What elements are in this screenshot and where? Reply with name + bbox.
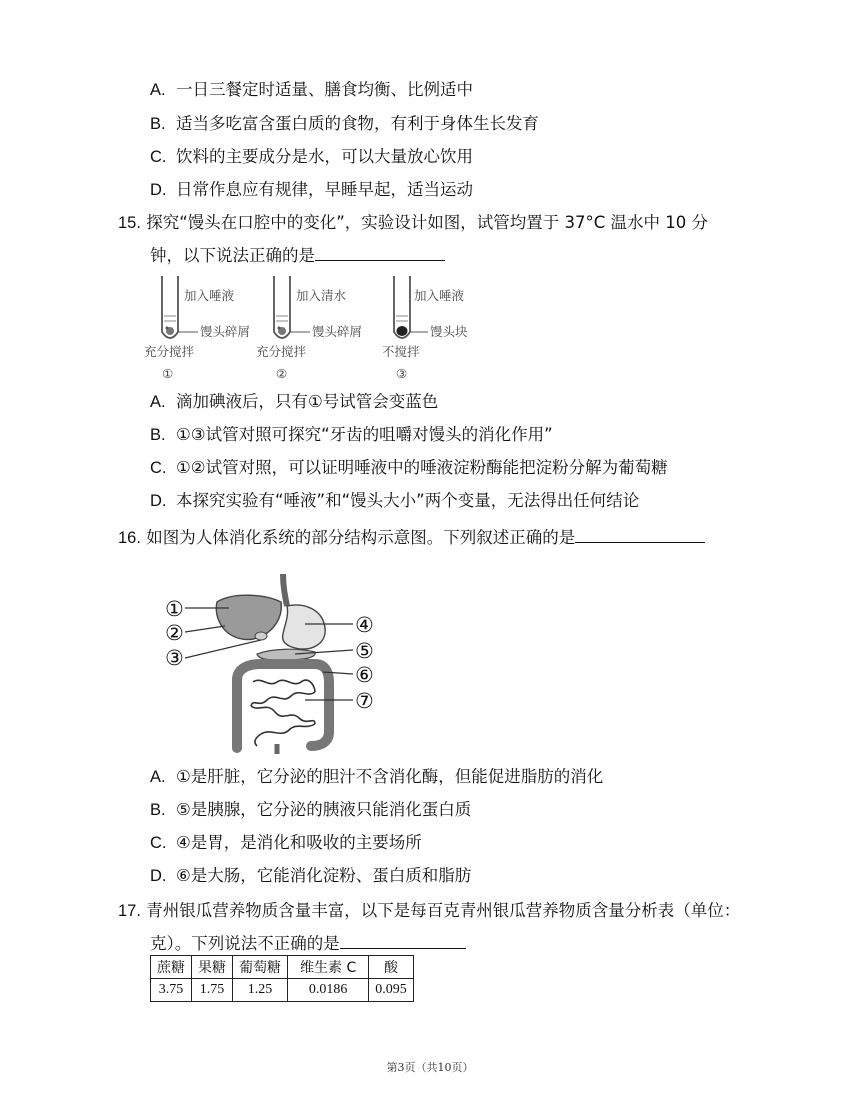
table-cell: 0.0186 <box>288 979 369 1002</box>
table-cell: 0.095 <box>369 979 414 1002</box>
label-1: ① <box>165 597 184 621</box>
q15-option-c: C. ①②试管对照，可以证明唾液中的唾液淀粉酶能把淀粉分解为葡萄糖 <box>150 458 668 477</box>
page-footer: 第3页（共10页） <box>386 1061 474 1074</box>
q17-stem-line1: 17. 青州银瓜营养物质含量丰富，以下是每百克青州银瓜营养物质含量分析表（单位： <box>118 901 741 920</box>
q14-option-a: A. 一日三餐定时适量、膳食均衡、比例适中 <box>150 80 473 99</box>
small-intestine <box>251 680 315 746</box>
large-intestine <box>237 664 329 748</box>
q15-stem-line2: 钟，以下说法正确的是 <box>150 242 445 267</box>
liver <box>216 595 281 639</box>
svg-text:③: ③ <box>396 366 408 381</box>
label-6: ⑥ <box>355 663 374 687</box>
table-header-cell: 蔗糖 <box>151 956 192 979</box>
table-cell: 3.75 <box>151 979 192 1002</box>
q16-option-a: A. ①是肝脏，它分泌的胆汁不含消化酶，但能促进脂肪的消化 <box>150 767 604 786</box>
svg-text:①: ① <box>162 366 174 381</box>
q14-option-b: B. 适当多吃富含蛋白质的食物，有利于身体生长发育 <box>150 114 539 133</box>
q16-digestive-system-figure <box>165 572 385 756</box>
table-header-row <box>151 956 414 979</box>
q16-option-d: D. ⑥是大肠，它能消化淀粉、蛋白质和脂肪 <box>150 866 472 885</box>
table-row <box>151 979 414 1002</box>
q15-option-a: A. 滴加碘液后，只有①号试管会变蓝色 <box>150 392 439 411</box>
q14-option-c: C. 饮料的主要成分是水，可以大量放心饮用 <box>150 147 473 166</box>
q15-stem-line1: 15. 探究“馒头在口腔中的变化”，实验设计如图，试管均置于 37°C 温水中 10 分 <box>118 213 709 232</box>
q15-option-d: D. 本探究实验有“唾液”和“馒头大小”两个变量，无法得出任何结论 <box>150 491 640 510</box>
nutrition-table <box>150 955 414 1002</box>
q17-stem-line2: 克）。下列说法不正确的是 <box>150 930 466 955</box>
table-header-cell: 维生素 C <box>288 956 369 979</box>
label-4: ④ <box>355 613 374 637</box>
svg-text:馒头块: 馒头块 <box>430 324 468 339</box>
label-2: ② <box>165 621 184 645</box>
table-header-cell: 酸 <box>369 956 414 979</box>
answer-blank[interactable] <box>340 930 466 949</box>
svg-text:馒头碎屑: 馒头碎屑 <box>200 324 251 339</box>
svg-text:充分搅拌: 充分搅拌 <box>256 344 307 359</box>
label-7: ⑦ <box>355 689 374 713</box>
table-header-cell: 葡萄糖 <box>233 956 288 979</box>
test-tube-1 <box>144 276 250 381</box>
test-tube-3 <box>382 276 468 381</box>
q16-option-c: C. ④是胃，是消化和吸收的主要场所 <box>150 833 422 852</box>
svg-text:加入清水: 加入清水 <box>296 288 347 303</box>
svg-text:馒头碎屑: 馒头碎屑 <box>312 324 363 339</box>
answer-blank[interactable] <box>315 242 445 261</box>
answer-blank[interactable] <box>575 524 705 543</box>
label-3: ③ <box>165 646 184 670</box>
stomach <box>283 605 326 649</box>
svg-text:加入唾液: 加入唾液 <box>184 288 235 303</box>
table-cell: 1.25 <box>233 979 288 1002</box>
table-cell: 1.75 <box>192 979 233 1002</box>
svg-text:不搅拌: 不搅拌 <box>382 344 420 359</box>
q16-stem: 16. 如图为人体消化系统的部分结构示意图。下列叙述正确的是 <box>118 524 705 549</box>
q16-option-b: B. ⑤是胰腺，它分泌的胰液只能消化蛋白质 <box>150 800 472 819</box>
svg-text:②: ② <box>276 366 288 381</box>
table-header-cell: 果糖 <box>192 956 233 979</box>
test-tube-2 <box>256 276 362 381</box>
q14-option-d: D. 日常作息应有规律，早睡早起，适当运动 <box>150 180 473 199</box>
svg-text:充分搅拌: 充分搅拌 <box>144 344 195 359</box>
label-5: ⑤ <box>355 639 374 663</box>
q15-test-tube-figure <box>140 272 480 386</box>
q15-option-b: B. ①③试管对照可探究“牙齿的咀嚼对馒头的消化作用” <box>150 425 553 444</box>
svg-text:加入唾液: 加入唾液 <box>414 288 465 303</box>
pancreas <box>257 649 315 660</box>
